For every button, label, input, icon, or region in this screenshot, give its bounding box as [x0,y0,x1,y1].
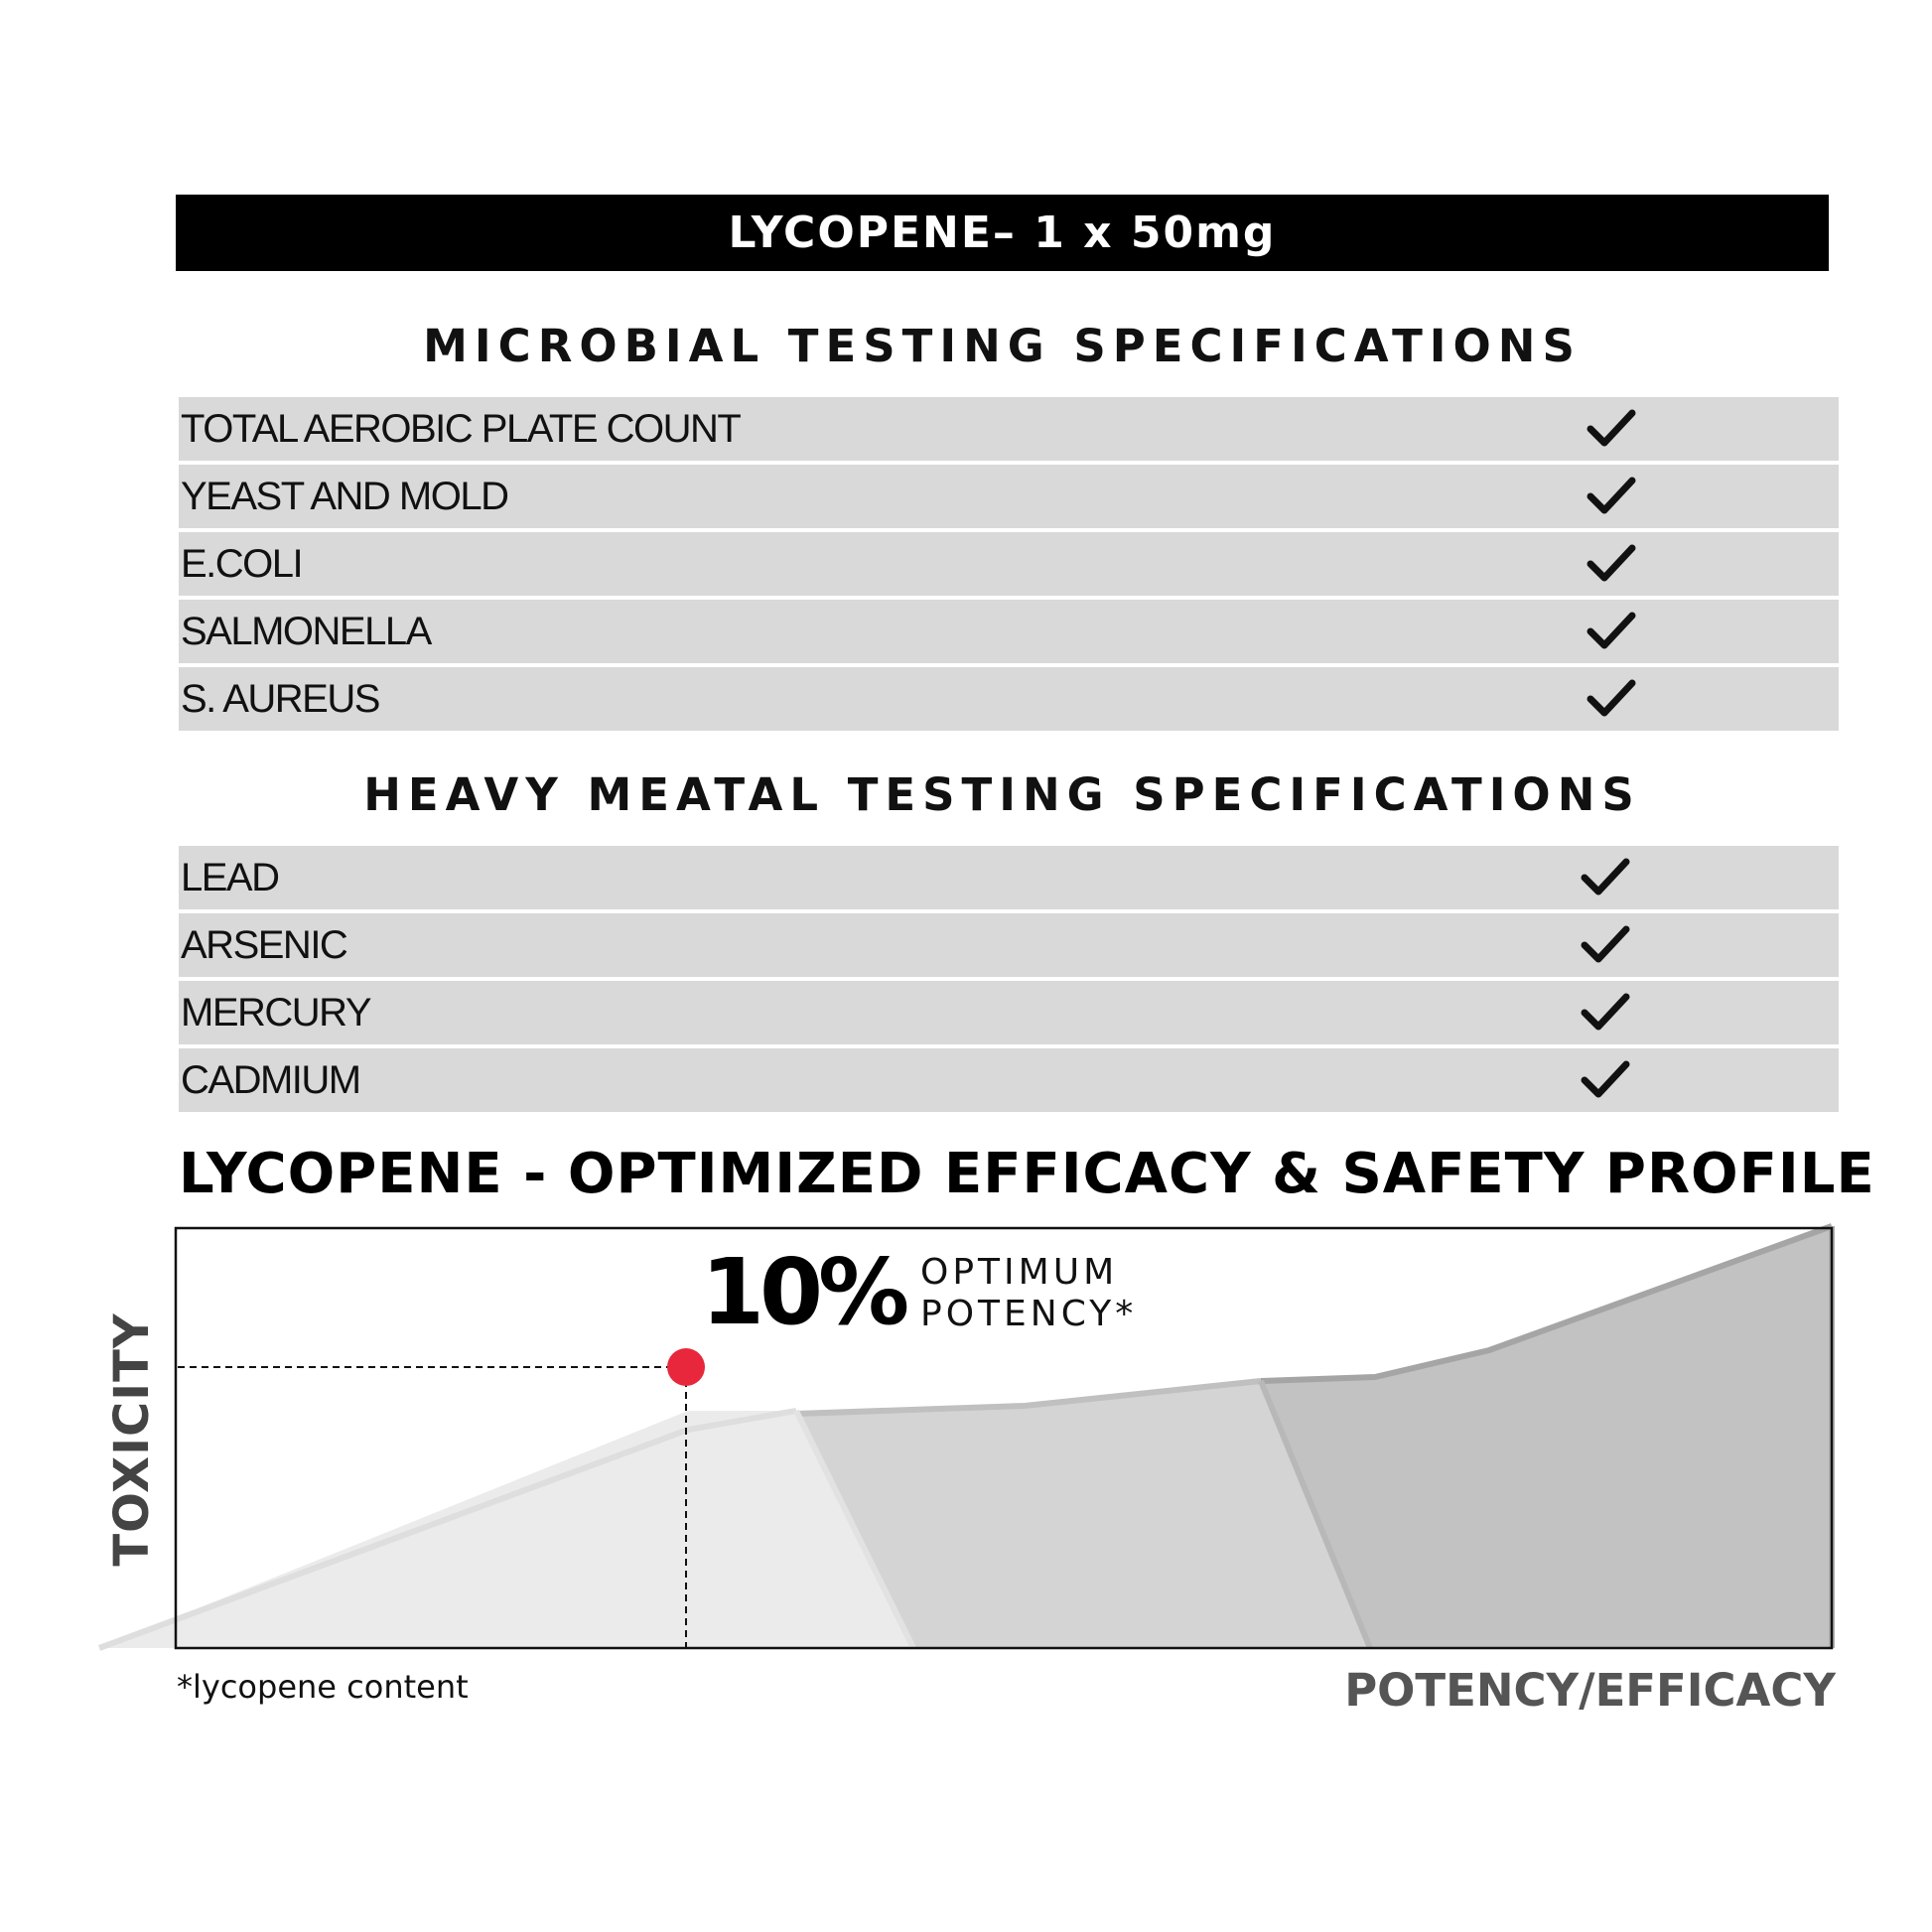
product-title: LYCOPENE– 1 x 50mg [728,207,1277,258]
microbial-section-title: MICROBIAL TESTING SPECIFICATIONS [423,320,1582,372]
checkmark-icon [1587,610,1636,653]
checkmark-icon [1587,542,1636,586]
checkmark-icon [1581,856,1630,899]
optimum-label-line1: OPTIMUM [920,1252,1119,1293]
optimum-label-line2: POTENCY* [920,1294,1138,1334]
spec-row [179,397,1839,461]
checkmark-icon [1587,475,1636,518]
spec-label: ARSENIC [181,923,347,967]
spec-row [179,1048,1839,1112]
checkmark-icon [1587,677,1636,721]
spec-row [179,600,1839,663]
spec-label: LEAD [181,856,279,899]
zone-low [99,1411,913,1648]
spec-label: YEAST AND MOLD [181,475,508,518]
profile-title: LYCOPENE - OPTIMIZED EFFICACY & SAFETY PROFILE [179,1142,1875,1206]
checkmark-icon [1581,991,1630,1035]
heavy-metal-spec-table [179,846,1839,1116]
optimum-percentage: 10% [701,1239,905,1345]
spec-row [179,913,1839,977]
x-axis-label: POTENCY/EFFICACY [1344,1664,1836,1717]
spec-label: CADMIUM [181,1058,360,1102]
spec-label: TOTAL AEROBIC PLATE COUNT [181,407,741,451]
spec-row [179,846,1839,909]
checkmark-icon [1581,1058,1630,1102]
heavy-metal-section-title: HEAVY MEATAL TESTING SPECIFICATIONS [363,768,1641,821]
optimum-marker [667,1348,705,1386]
spec-row [179,532,1839,596]
spec-row [179,667,1839,731]
product-banner [176,195,1829,271]
footnote: *lycopene content [177,1668,469,1706]
spec-row [179,465,1839,528]
spec-label: E.COLI [181,542,303,586]
checkmark-icon [1581,923,1630,967]
spec-label: MERCURY [181,991,371,1035]
y-axis-label: TOXICITY [104,1312,160,1567]
checkmark-icon [1587,407,1636,451]
spec-row [179,981,1839,1044]
microbial-spec-table [179,397,1839,735]
spec-label: S. AUREUS [181,677,379,721]
spec-label: SALMONELLA [181,610,431,653]
